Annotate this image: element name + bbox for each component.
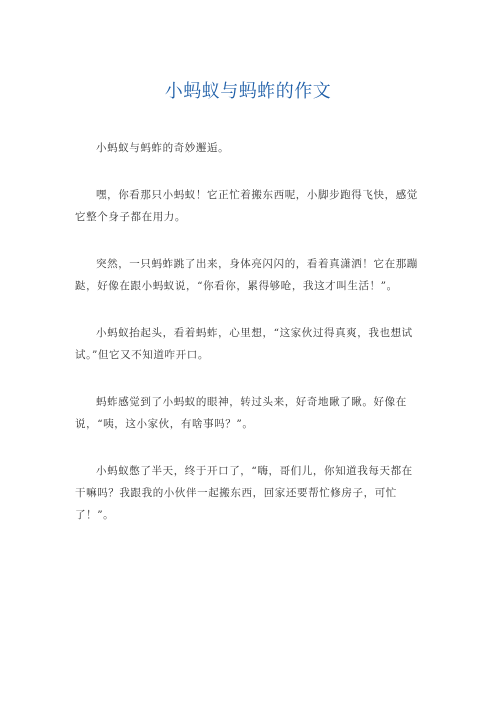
paragraph: 小蚂蚁与蚂蚱的奇妙邂逅。: [96, 142, 230, 154]
paragraph: 小蚂蚁抬起头，看着蚂蚱，心里想，“这家伙过得真爽，我也想试试。”但它又不知道咋开口。: [75, 327, 413, 361]
document-body: [75, 137, 419, 551]
paragraph: 小蚂蚁憋了半天，终于开口了，“嗨，哥们儿，你知道我每天都在干嘛吗？我跟我的小伙伴一起搬东西，回家还要帮忙修房子，可忙了！”。: [75, 465, 413, 521]
paragraph: 突然，一只蚂蚱跳了出来，身体亮闪闪的，看着真潇洒！它在那蹦跶，好像在跟小蚂蚁说，“你看你，累得够呛，我这才叫生活！”。: [75, 258, 418, 292]
document-title: 小蚂蚁与蚂蚱的作文: [164, 81, 332, 102]
paragraph: 蚂蚱感觉到了小蚂蚁的眼神，转过头来，好奇地瞅了瞅。好像在说，“咦，这小家伙，有啥事吗？”。: [75, 396, 407, 430]
paragraph: 嘿，你看那只小蚂蚁！它正忙着搬东西呢，小脚步跑得飞快，感觉它整个身子都在用力。: [75, 189, 418, 223]
